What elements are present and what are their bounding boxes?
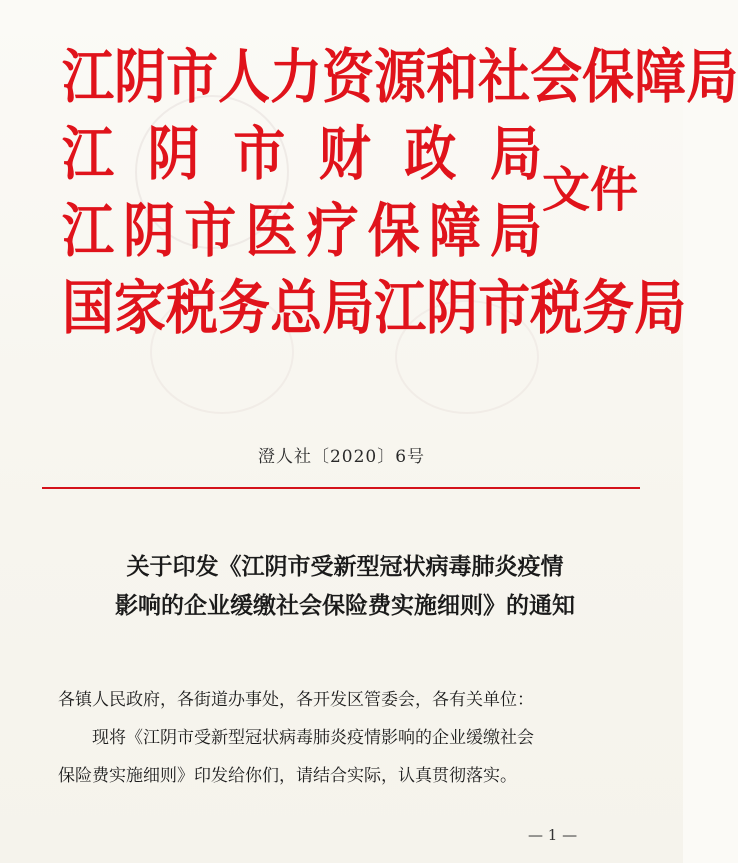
document-title [50,548,640,626]
issuer-line: 江 阴 市 人 力 资 源 和 社 会 保 障 局 [62,44,738,112]
body-paragraph-line: 保险费实施细则》印发给你们，请结合实际，认真贯彻落实。 [58,766,517,786]
document-body [58,681,648,795]
issuer-line: 国 家 税 务 总 局 江 阴 市 税 务 局 [62,275,687,343]
title-line: 影响的企业缓缴社会保险费实施细则》的通知 [115,593,575,619]
issuer-line: 江 阴 市 医 疗 保 障 局 [62,198,542,266]
recipients-line: 各镇人民政府，各街道办事处，各开发区管委会，各有关单位： [58,690,534,710]
red-divider-line [42,487,640,489]
issuer-line: 江 阴 市 财 政 局 [62,121,542,189]
body-paragraph-line: 现将《江阴市受新型冠状病毒肺炎疫情影响的企业缓缴社会 [92,728,534,748]
title-line: 关于印发《江阴市受新型冠状病毒肺炎疫情 [126,554,564,580]
document-number: 澄人社〔2020〕6号 [257,447,426,467]
document-type-suffix: 文件 [542,162,639,218]
page-number: — 1 — [528,826,578,844]
